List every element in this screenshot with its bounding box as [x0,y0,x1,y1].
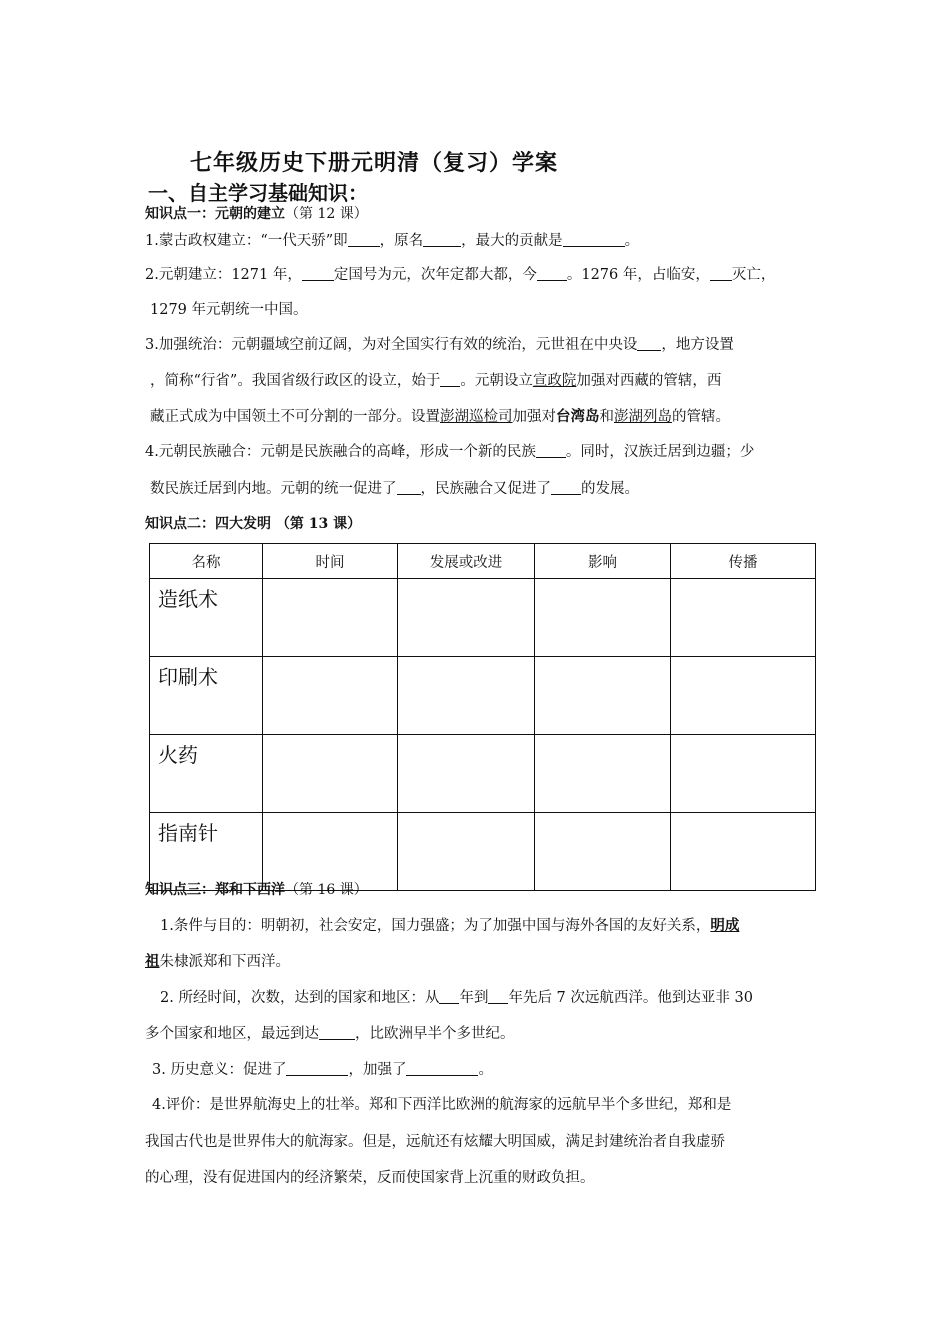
fill-blank [423,231,461,247]
kp1-line-8: 数民族迁居到内地。元朝的统一促进了 ，民族融合又促进了 的发展。 [150,481,639,497]
kp1-heading [145,203,368,223]
kp1-line-6: 藏正式成为中国领土不可分割的一部分。设置澎湖巡检司加强对台湾岛和澎湖列岛的管辖。 [150,408,730,425]
header-spread: 传播 [671,544,816,579]
table-row [150,579,816,657]
fill-blank [319,1024,355,1040]
kp1-line-3: 1279 年元朝统一中国。 [150,302,308,318]
header-influence: 影响 [535,544,671,579]
kp1-line-1: 1.蒙古政权建立：“一代天骄”即 ，原名 ，最大的贡献是 。 [145,233,640,249]
kp1-title: 知识点一：元朝的建立 [145,206,285,222]
fill-blank [397,479,421,495]
fill-blank [348,231,380,247]
page-title: 七年级历史下册元明清（复习）学案 [190,150,559,176]
fill-blank [439,988,459,1004]
answer-cell[interactable] [535,813,671,891]
row-name-cell: 指南针 [150,813,263,891]
row-name-cell: 火药 [150,735,263,813]
answer-cell[interactable] [398,657,535,735]
table-row [150,657,816,735]
section-heading: 一、自主学习基础知识： [148,181,368,205]
kp3-line-5: 3. 历史意义：促进了 ，加强了 。 [152,1062,493,1078]
fill-blank [440,371,460,387]
kp3-lesson: （第 16 课） [285,882,368,898]
answer-cell[interactable] [535,735,671,813]
header-name: 名称 [150,544,263,579]
kp2-heading: 知识点二：四大发明 （第 13 课） [145,516,362,532]
header-time: 时间 [263,544,398,579]
answer-cell[interactable] [263,657,398,735]
fill-blank [536,442,566,458]
kp1-line-5: ，简称“行省”。我国省级行政区的设立，始于 。元朝设立宣政院加强对西藏的管辖，西 [150,373,722,389]
kp1-line-7: 4.元朝民族融合：元朝是民族融合的高峰，形成一个新的民族 。同时，汉族迁居到边疆；少 [145,444,755,460]
fill-blank [286,1060,348,1076]
row-name-cell: 造纸术 [150,579,263,657]
answer-cell[interactable] [671,657,816,735]
header-development: 发展或改进 [398,544,535,579]
answer-cell[interactable] [671,735,816,813]
kp3-title: 知识点三：郑和下西洋 [145,882,285,898]
fill-blank [406,1060,478,1076]
answer-cell[interactable] [398,735,535,813]
table-row [150,735,816,813]
fill-blank [637,335,661,351]
answer-cell[interactable] [535,579,671,657]
kp3-line-4: 多个国家和地区，最远到达 ，比欧洲早半个多世纪。 [145,1026,515,1042]
kp3-line-3: 2. 所经时间，次数，达到的国家和地区：从 年到 年先后 7 次远航西洋。他到达亚非 30 [160,990,753,1006]
answer-cell[interactable] [263,735,398,813]
fill-blank [551,479,581,495]
kp3-line-1: 1.条件与目的：明朝初，社会安定，国力强盛；为了加强中国与海外各国的友好关系，明成 [160,917,740,934]
answer-cell[interactable] [535,657,671,735]
answer-cell[interactable] [263,579,398,657]
table-header-row [150,544,816,579]
fill-blank [302,265,334,281]
kp1-line-4: 3.加强统治：元朝疆域空前辽阔，为对全国实行有效的统治，元世祖在中央设 ，地方设置 [145,337,734,353]
kp1-line-2: 2.元朝建立：1271 年， 定国号为元，次年定都大都，今 。1276 年，占临安， 灭亡， [145,267,776,283]
kp3-heading [145,879,368,899]
fill-blank [563,231,625,247]
fill-blank [710,265,732,281]
fill-blank [537,265,567,281]
answer-cell[interactable] [398,579,535,657]
answer-cell[interactable] [398,813,535,891]
kp3-line-7: 我国古代也是世界伟大的航海家。但是，远航还有炫耀大明国威，满足封建统治者自我虚骄 [145,1134,725,1150]
fill-blank [488,988,508,1004]
kp1-lesson: （第 12 课） [285,206,368,222]
kp3-line-6: 4.评价：是世界航海史上的壮举。郑和下西洋比欧洲的航海家的远航早半个多世纪，郑和是 [152,1097,732,1113]
row-name-cell: 印刷术 [150,657,263,735]
kp3-line-8: 的心理，没有促进国内的经济繁荣，反而使国家背上沉重的财政负担。 [145,1170,595,1186]
inventions-table [149,543,816,891]
answer-cell[interactable] [671,579,816,657]
kp3-line-2: 祖朱棣派郑和下西洋。 [145,953,290,970]
answer-cell[interactable] [671,813,816,891]
